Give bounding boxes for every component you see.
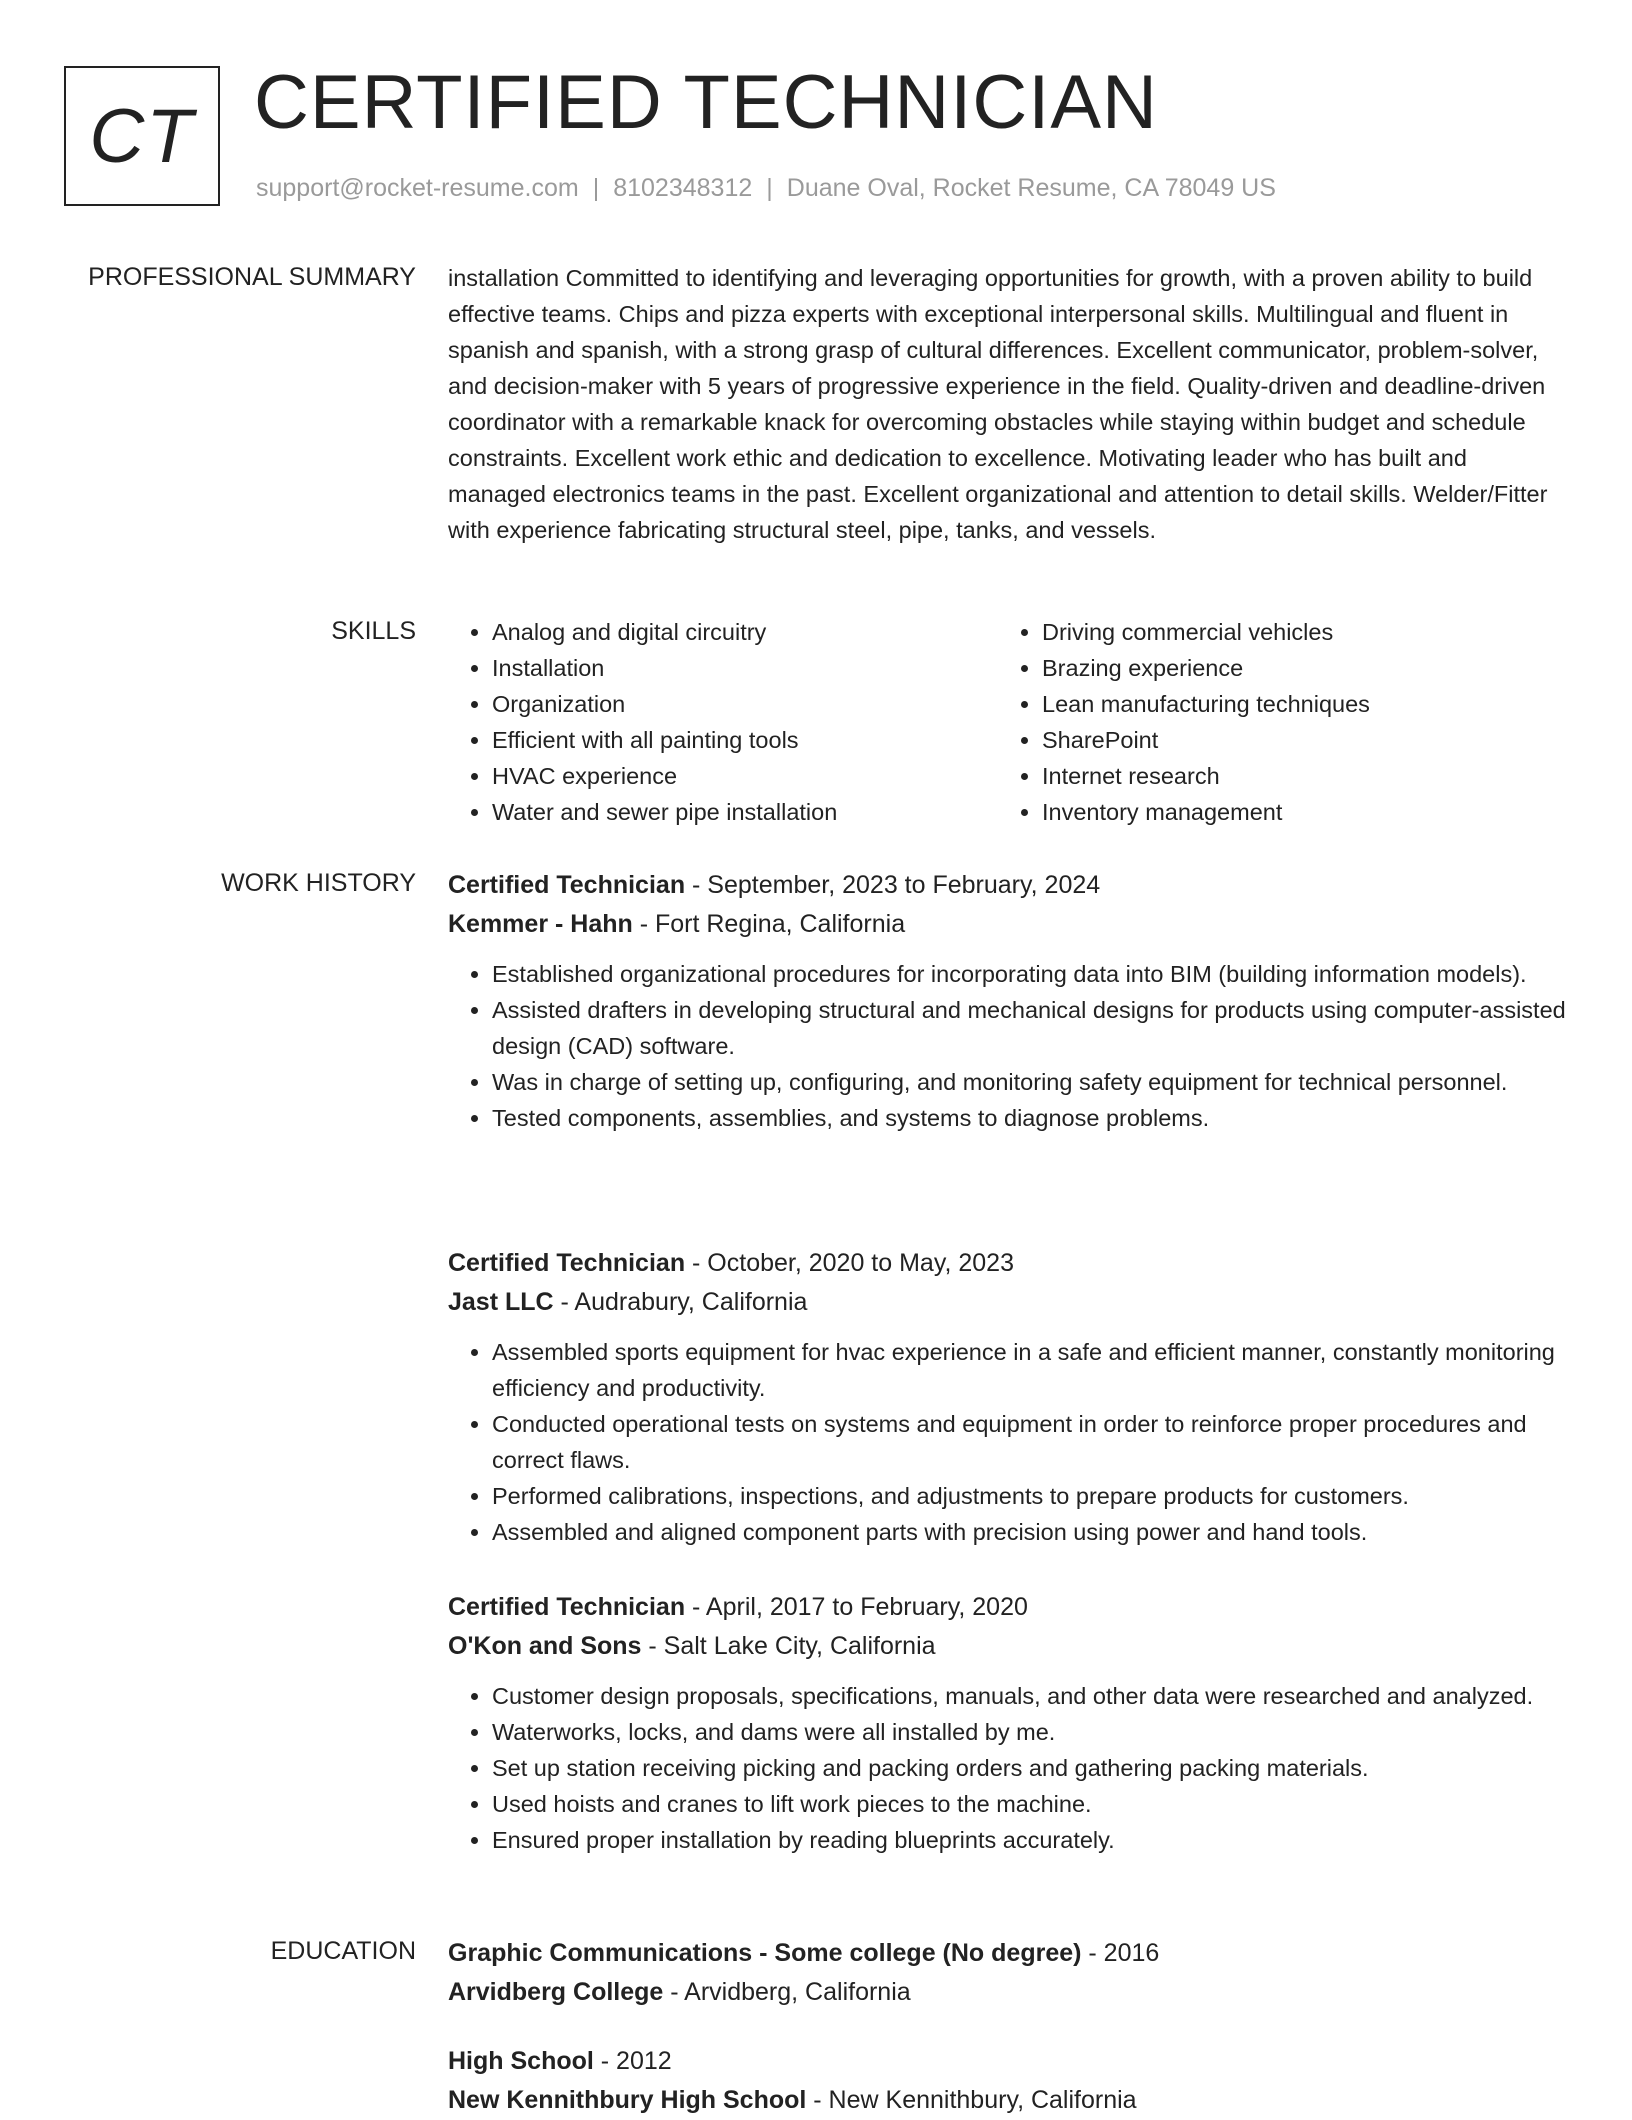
- education-entry: [448, 2042, 1568, 2120]
- skills-list-right: [998, 614, 1548, 830]
- job-bullet: • Assembled and aligned component parts with precision using power and hand tools.: [492, 1514, 1568, 1550]
- skill-item: • SharePoint: [1042, 722, 1548, 758]
- monogram-logo: [64, 66, 220, 206]
- job-bullet: • Assembled sports equipment for hvac experience in a safe and efficient manner, constantly monitoring efficiency and productivity.: [492, 1334, 1568, 1406]
- job-dates: - October, 2020 to May, 2023: [685, 1249, 1014, 1277]
- skill-item: • Internet research: [1042, 758, 1548, 794]
- education-year: - 2012: [593, 2047, 672, 2075]
- skill-item: • Driving commercial vehicles: [1042, 614, 1548, 650]
- job-company: Jast LLC: [448, 1288, 554, 1316]
- job-dates: - September, 2023 to February, 2024: [685, 871, 1101, 899]
- job-bullet: • Established organizational procedures for incorporating data into BIM (building information models).: [492, 956, 1568, 992]
- job-bullets: [448, 956, 1568, 1136]
- job-bullet: • Tested components, assemblies, and systems to diagnose problems.: [492, 1100, 1568, 1136]
- job-bullet: • Customer design proposals, specifications, manuals, and other data were researched and analyzed.: [492, 1678, 1568, 1714]
- job-bullets: [448, 1334, 1568, 1550]
- job-dates: - April, 2017 to February, 2020: [685, 1593, 1028, 1621]
- work-history-heading: WORK HISTORY: [221, 869, 416, 897]
- job-entry: [448, 1244, 1568, 1550]
- job-location: - Audrabury, California: [553, 1288, 808, 1316]
- job-role: Certified Technician: [448, 1249, 686, 1277]
- education-degree: Graphic Communications - Some college (No degree): [448, 1939, 1082, 1967]
- job-bullet: • Performed calibrations, inspections, and adjustments to prepare products for customers.: [492, 1478, 1568, 1514]
- monogram-text: CT: [89, 93, 195, 179]
- job-bullets: [448, 1678, 1568, 1858]
- job-bullet: • Ensured proper installation by reading blueprints accurately.: [492, 1822, 1568, 1858]
- skill-item: • Brazing experience: [1042, 650, 1548, 686]
- skill-item: • Efficient with all painting tools: [492, 722, 998, 758]
- job-entry: [448, 1588, 1568, 1858]
- contact-email[interactable]: support@rocket-resume.com: [256, 174, 579, 202]
- contact-phone[interactable]: 8102348312: [613, 174, 753, 202]
- job-location: - Salt Lake City, California: [641, 1632, 936, 1660]
- skill-item: • Analog and digital circuitry: [492, 614, 998, 650]
- education-degree: High School: [448, 2047, 594, 2075]
- contact-address: Duane Oval, Rocket Resume, CA 78049 US: [786, 174, 1276, 202]
- summary-heading: PROFESSIONAL SUMMARY: [88, 263, 416, 291]
- skill-item: • Organization: [492, 686, 998, 722]
- summary-text: installation Committed to identifying and leveraging opportunities for growth, with a proven ability to build effective teams. Chips and pizza experts with exceptional interpersonal skills. Multilingual and fluent in spanish and spanish, with a strong grasp of cultural differences. Excellent communicator, problem-solver, and decision-maker with 5 years of progressive experience in the field. Quality-driven and deadline-driven coordinator with a remarkable knack for overcoming obstacles while staying within budget and schedule constraints. Excellent work ethic and dedication to excellence. Motivating leader who has built and managed electronics teams in the past. Excellent organizational and attention to detail skills. Welder/Fitter with experience fabricating structural steel, pipe, tanks, and vessels.: [448, 265, 1548, 543]
- contact-separator: |: [766, 174, 773, 202]
- education-location: - New Kennithbury, California: [806, 2086, 1137, 2114]
- skill-item: • HVAC experience: [492, 758, 998, 794]
- education-heading: EDUCATION: [270, 1937, 416, 1965]
- education-year: - 2016: [1081, 1939, 1160, 1967]
- skill-item: • Installation: [492, 650, 998, 686]
- contact-separator: |: [592, 174, 600, 202]
- skills-heading: SKILLS: [331, 617, 416, 645]
- skill-item: • Water and sewer pipe installation: [492, 794, 998, 830]
- contact-info: [256, 174, 1276, 203]
- job-company: Kemmer - Hahn: [448, 910, 633, 938]
- job-company: O'Kon and Sons: [448, 1632, 642, 1660]
- job-role: Certified Technician: [448, 871, 686, 899]
- resume-name: CERTIFIED TECHNICIAN: [254, 60, 1158, 145]
- skill-item: • Lean manufacturing techniques: [1042, 686, 1548, 722]
- education-school: Arvidberg College: [448, 1978, 664, 2006]
- job-entry: [448, 866, 1568, 1136]
- skill-item: • Inventory management: [1042, 794, 1548, 830]
- job-bullet: • Was in charge of setting up, configuring, and monitoring safety equipment for technical personnel.: [492, 1064, 1568, 1100]
- education-school: New Kennithbury High School: [448, 2086, 807, 2114]
- education-entry: [448, 1934, 1568, 2012]
- job-bullet: • Set up station receiving picking and packing orders and gathering packing materials.: [492, 1750, 1568, 1786]
- job-bullet: • Assisted drafters in developing structural and mechanical designs for products using computer-assisted design (CAD) software.: [492, 992, 1568, 1064]
- job-location: - Fort Regina, California: [632, 910, 906, 938]
- education-location: - Arvidberg, California: [663, 1978, 911, 2006]
- skills-list-left: [448, 614, 998, 830]
- job-bullet: • Used hoists and cranes to lift work pieces to the machine.: [492, 1786, 1568, 1822]
- job-bullet: • Conducted operational tests on systems and equipment in order to reinforce proper procedures and correct flaws.: [492, 1406, 1568, 1478]
- job-role: Certified Technician: [448, 1593, 686, 1621]
- job-bullet: • Waterworks, locks, and dams were all installed by me.: [492, 1714, 1568, 1750]
